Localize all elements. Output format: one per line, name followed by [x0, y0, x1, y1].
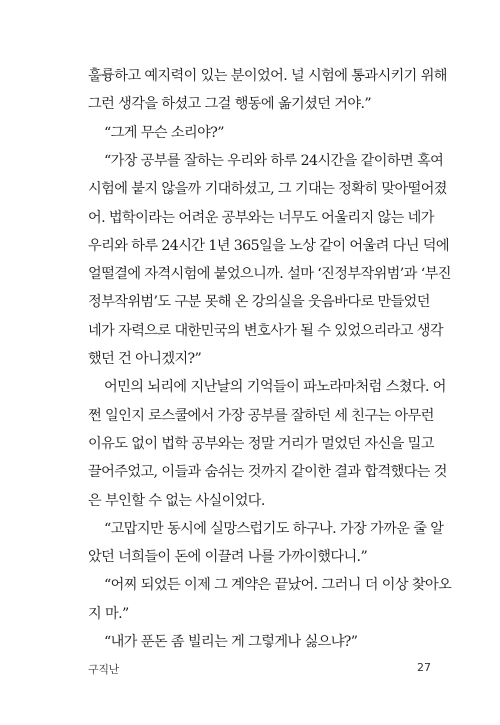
running-footer-title: 구직난 [88, 663, 119, 676]
text-line-12: 어민의 뇌리에 지난날의 기억들이 파노라마처럼 스쳤다. 어 [104, 379, 446, 395]
text-line-9: 정부작위범’도 구분 못해 온 강의실을 웃음바다로 만들었던 [88, 294, 430, 310]
text-line-4: “가장 공부를 잘하는 우리와 하루 24시간을 같이하면 혹여 [104, 153, 444, 169]
text-line-15: 끌어주었고, 이들과 숨쉬는 것까지 같이한 결과 합격했다는 것 [88, 464, 447, 480]
text-line-20: 지 마.” [88, 606, 129, 622]
text-line-8: 얼떨결에 자격시험에 붙었으니까. 설마 ‘진정부작위범’과 ‘부진 [88, 266, 451, 282]
text-line-7: 우리와 하루 24시간 1년 365일을 노상 같이 어울려 다닌 덕에 [88, 238, 449, 254]
text-line-16: 은 부인할 수 없는 사실이었다. [88, 493, 265, 509]
text-line-14: 이유도 없이 법학 공부와는 정말 거리가 멀었던 자신을 밀고 [88, 436, 434, 452]
text-line-21: “내가 푼돈 좀 빌리는 게 그렇게나 싫으냐?” [104, 634, 358, 650]
page-number: 27 [417, 661, 431, 674]
text-line-10: 네가 자력으로 대한민국의 변호사가 될 수 있었으리라고 생각 [88, 323, 443, 339]
text-line-1: 훌륭하고 예지력이 있는 분이었어. 널 시험에 통과시키기 위해 [88, 68, 447, 84]
text-line-13: 쩐 일인지 로스쿨에서 가장 공부를 잘하던 세 친구는 아무런 [88, 408, 434, 424]
text-line-18: 았던 너희들이 돈에 이끌려 나를 가까이했다니.” [88, 549, 368, 565]
text-line-6: 어. 법학이라는 어려운 공부와는 너무도 어울리지 않는 네가 [88, 210, 434, 226]
text-line-17: “고맙지만 동시에 실망스럽기도 하구나. 가장 가까운 줄 알 [104, 521, 444, 537]
text-line-3: “그게 무슨 소리야?” [104, 125, 224, 141]
text-line-5: 시험에 붙지 않을까 기대하셨고, 그 기대는 정확히 맞아떨어졌 [88, 181, 447, 197]
text-line-19: “어찌 되었든 이제 그 계약은 끝났어. 그러니 더 이상 찾아오 [104, 577, 452, 593]
text-line-2: 그런 생각을 하셨고 그걸 행동에 옮기셨던 거야.” [88, 96, 372, 112]
text-line-11: 했던 건 아니겠지?” [88, 351, 202, 367]
